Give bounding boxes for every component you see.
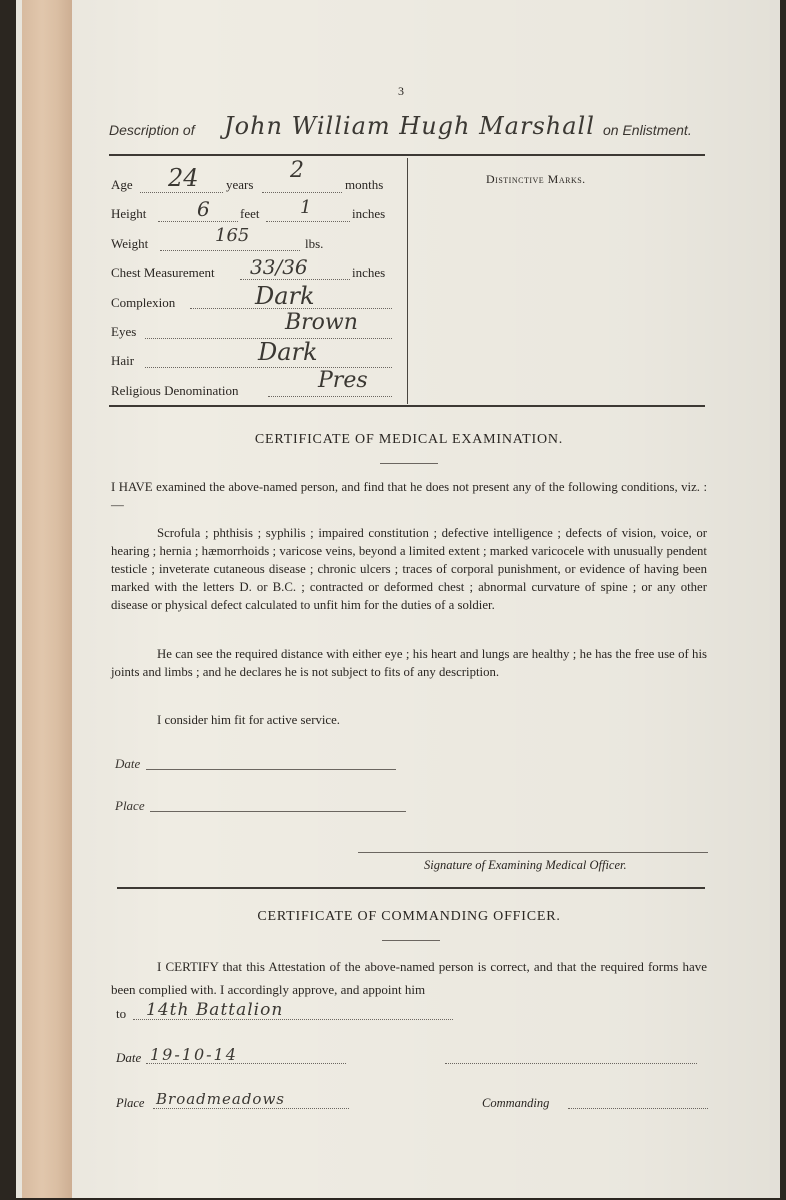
height-feet-value: 6 bbox=[197, 197, 210, 221]
eyes-value: Brown bbox=[285, 310, 358, 335]
height-label: Height bbox=[111, 206, 147, 221]
religion-value: Pres bbox=[318, 368, 368, 393]
chest-inches-label: inches bbox=[352, 265, 386, 280]
religion-label: Religious Denomination bbox=[111, 383, 239, 398]
commanding-place-label: Place bbox=[116, 1096, 145, 1110]
to-label: to bbox=[116, 1006, 127, 1021]
height-inches-line bbox=[266, 221, 350, 222]
description-suffix: on Enlistment. bbox=[603, 122, 692, 138]
age-years-line bbox=[140, 192, 223, 193]
commanding-date-value: 19-10-14 bbox=[150, 1045, 238, 1064]
complexion-value: Dark bbox=[255, 282, 315, 310]
medical-signature-field[interactable] bbox=[358, 852, 708, 853]
medical-para-1: I HAVE examined the above-named person, and find that he does not present any of the following conditions, viz. :— bbox=[111, 480, 707, 512]
height-inches-value: 1 bbox=[300, 197, 312, 218]
height-feet-line bbox=[158, 221, 238, 222]
medical-para-3: He can see the required distance with either eye ; his heart and lungs are healthy ; he has the free use of his joints and limbs ; and he declares he is not subject to fits of any description. bbox=[111, 647, 707, 679]
medical-place-label: Place bbox=[115, 798, 145, 813]
weight-label: Weight bbox=[111, 236, 149, 251]
description-header bbox=[109, 112, 709, 148]
chest-value: 33/36 bbox=[250, 255, 308, 279]
medical-conditions-list: Scrofula ; phthisis ; syphilis ; impaired constitution ; defective intelligence ; defects of vision, voice, or hearing ; hernia ; hæmorrhoids ; varicose veins, beyond a limited extent ; marked varicocele with unusually pendent testicle ; inveterate cutaneous disease ; chronic ulcers ; traces of corporal punishment, or evidence of having been marked with the letters D. or B.C. ; contracted or deformed chest ; abnormal curvature of spine ; or any other disease or physical defect calculated to unfit him for the duties of a soldier. bbox=[111, 526, 707, 612]
medical-heading-rule bbox=[380, 463, 438, 464]
age-months-line bbox=[262, 192, 342, 193]
hair-label: Hair bbox=[111, 353, 135, 368]
medical-para-4: I consider him fit for active service. bbox=[157, 713, 340, 727]
commanding-signature-field[interactable] bbox=[568, 1108, 708, 1109]
to-value: 14th Battalion bbox=[146, 1000, 284, 1020]
weight-value: 165 bbox=[215, 225, 250, 246]
commanding-date-label: Date bbox=[116, 1050, 142, 1065]
medical-date-field[interactable] bbox=[146, 769, 396, 770]
commanding-date-right-field[interactable] bbox=[445, 1063, 697, 1064]
medical-place-field[interactable] bbox=[150, 811, 406, 812]
section-divider bbox=[117, 887, 705, 889]
description-prefix: Description of bbox=[109, 122, 195, 138]
age-label: Age bbox=[111, 177, 133, 192]
hair-value: Dark bbox=[258, 338, 318, 366]
weight-line bbox=[160, 250, 300, 251]
medical-date-label: Date bbox=[115, 756, 141, 771]
months-label: months bbox=[345, 177, 384, 192]
eyes-label: Eyes bbox=[111, 324, 137, 339]
commanding-para-1: I CERTIFY that this Attestation of the above-named person is correct, and that the required forms have been complied with. I accordingly approve, and appoint him bbox=[111, 959, 707, 997]
distinctive-marks-label: Distinctive Marks. bbox=[486, 172, 586, 186]
commanding-place-field[interactable] bbox=[153, 1108, 349, 1109]
commanding-heading-rule bbox=[382, 940, 440, 941]
lbs-label: lbs. bbox=[305, 236, 324, 251]
religion-line bbox=[268, 396, 392, 397]
description-bottom-rule bbox=[109, 405, 705, 407]
recruit-name: John William Hugh Marshall bbox=[224, 112, 595, 140]
chest-line bbox=[240, 279, 350, 280]
age-months-value: 2 bbox=[290, 158, 304, 183]
feet-label: feet bbox=[240, 206, 260, 221]
complexion-label: Complexion bbox=[111, 295, 176, 310]
chest-label: Chest Measurement bbox=[111, 265, 215, 280]
commanding-label: Commanding bbox=[482, 1096, 550, 1110]
binding-tape bbox=[22, 0, 72, 1198]
header-rule bbox=[109, 154, 705, 156]
column-divider bbox=[407, 158, 408, 404]
years-label: years bbox=[226, 177, 254, 192]
medical-heading: CERTIFICATE OF MEDICAL EXAMINATION. bbox=[254, 432, 564, 447]
medical-signature-label: Signature of Examining Medical Officer. bbox=[424, 858, 627, 872]
commanding-heading: CERTIFICATE OF COMMANDING OFFICER. bbox=[257, 909, 561, 924]
page-number: 3 bbox=[398, 84, 404, 98]
age-years-value: 24 bbox=[168, 164, 199, 192]
inches-label: inches bbox=[352, 206, 386, 221]
commanding-place-value: Broadmeadows bbox=[156, 1090, 285, 1108]
